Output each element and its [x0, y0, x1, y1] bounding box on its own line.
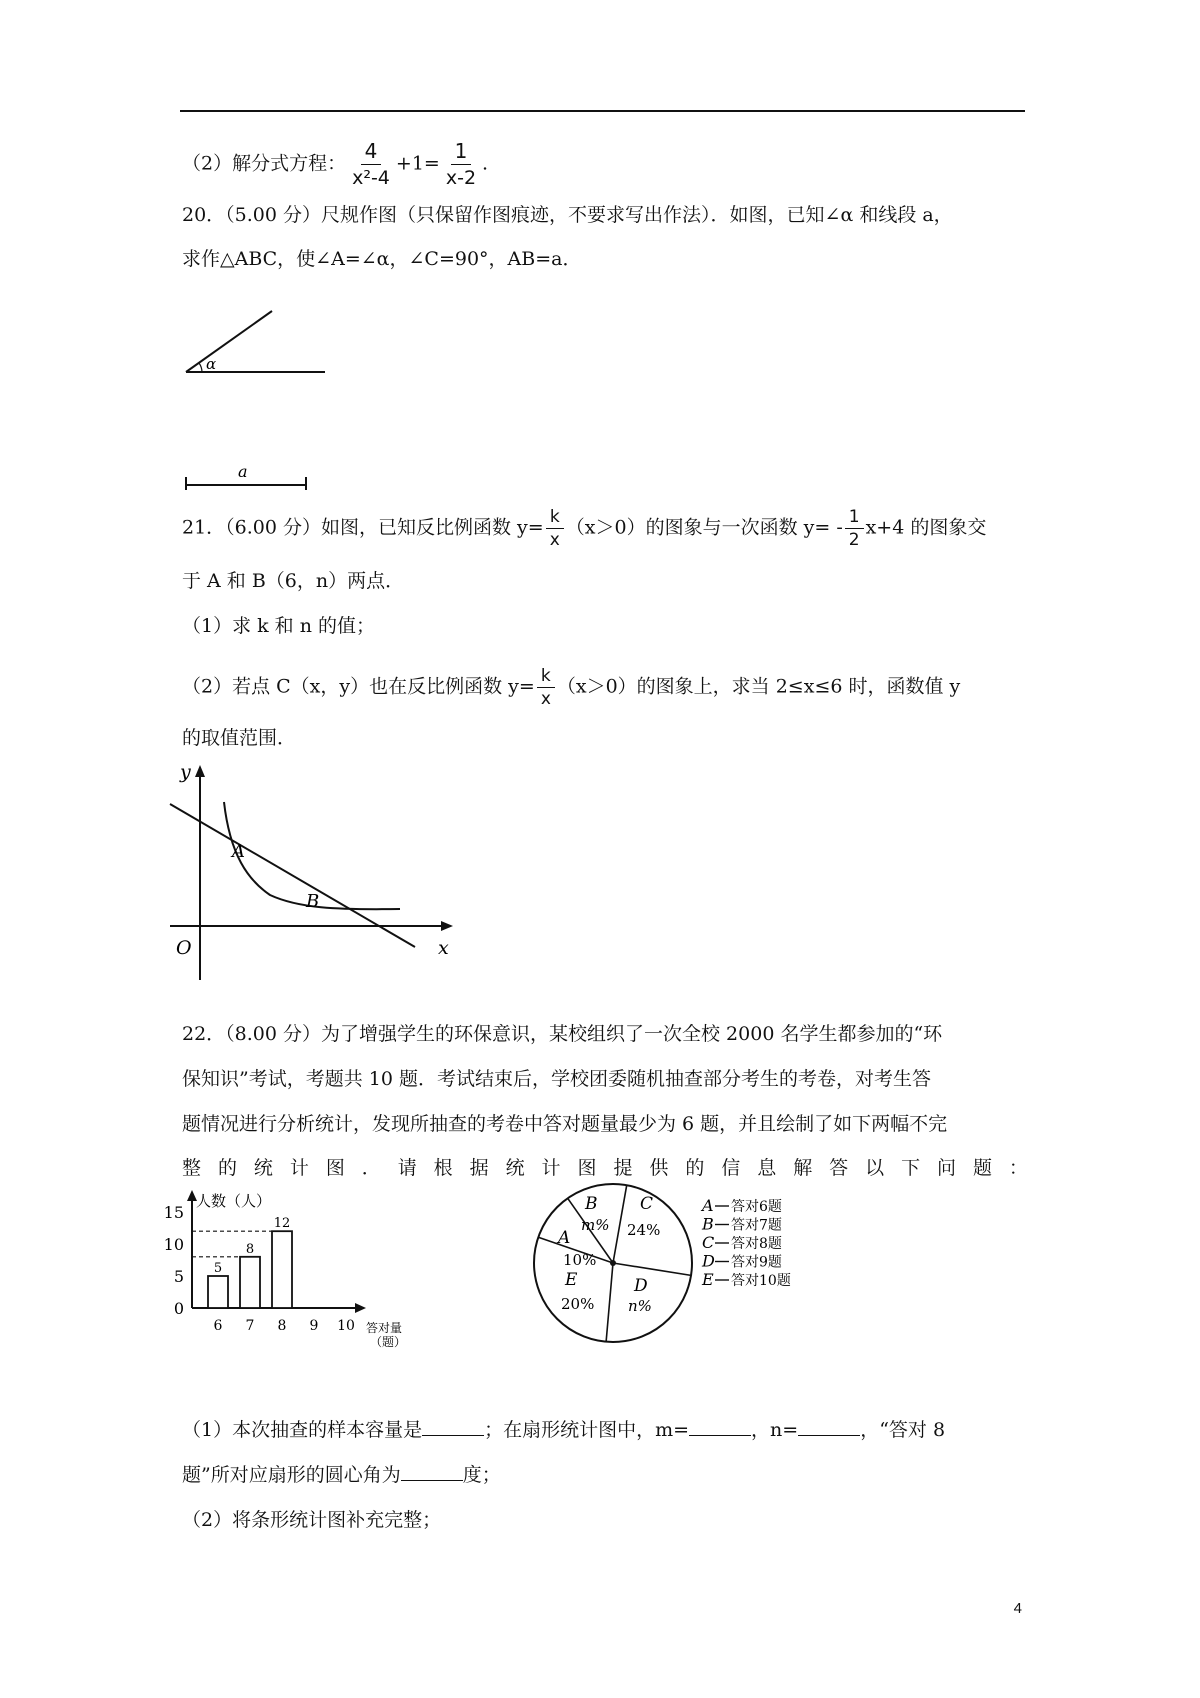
legend-text: 答对8题	[731, 1236, 782, 1252]
x-tick-label: 9	[309, 1318, 319, 1334]
legend-text: 答对7题	[731, 1217, 782, 1234]
fraction-k-over-x-2: $\frac{k}{x}$	[537, 665, 555, 710]
y-tick-label: 10	[163, 1235, 184, 1254]
origin-label: O	[176, 937, 192, 959]
q22-line4-char: 答	[829, 1157, 849, 1179]
angle-alpha-figure	[180, 305, 340, 390]
answer-blank-m[interactable]	[689, 1417, 751, 1436]
answer-blank-angle[interactable]	[401, 1462, 463, 1481]
function-graph	[170, 760, 460, 985]
pie-slice-value: 24%	[627, 1221, 661, 1239]
bar-chart	[150, 1190, 480, 1349]
q22-line4-char: 根	[433, 1157, 453, 1179]
legend-key: D	[702, 1251, 715, 1271]
pie-center	[610, 1260, 616, 1266]
page-number: 4	[1013, 1600, 1022, 1617]
q21-part2: （2）若点 C（x，y）也在反比例函数 y= $\frac{k}{x}$ （x＞0）的图象上，求当 2≤x≤6 时，函数值 y	[182, 666, 961, 709]
segment-a-label: a	[238, 462, 248, 481]
pie-slice-letter: A	[558, 1228, 571, 1248]
q20-line1: 20．（5.00 分）尺规作图（只保留作图痕迹，不要求写出作法）．如图，已知∠α 和线段 a，	[182, 204, 953, 226]
y-tick-label: 15	[163, 1203, 184, 1222]
q22-line4-char: 的	[685, 1157, 705, 1179]
y-tick-label: 0	[173, 1299, 184, 1318]
legend-key: A	[702, 1196, 714, 1215]
q22-line1: 22．（8.00 分）为了增强学生的环保意识，某校组织了一次全校 2000 名学生都参加的“环	[182, 1023, 943, 1045]
q22-line4-char: 统	[505, 1157, 525, 1179]
q22-line4-char: 的	[217, 1157, 237, 1179]
x-axis-title: 答对量	[366, 1321, 403, 1335]
pie-slice-letter: C	[640, 1194, 654, 1214]
pie-slice-value: n%	[628, 1297, 652, 1315]
q22-part1-cont: 题”所对应扇形的圆心角为 度；	[182, 1464, 501, 1486]
q22-line2: 保知识”考试，考题共 10 题．考试结束后，学校团委随机抽查部分考生的考卷，对考生答	[182, 1068, 931, 1090]
equation-mid: +1=	[395, 152, 440, 175]
q21-line2: 于 A 和 B（6，n）两点．	[182, 570, 405, 592]
answer-blank-sample-size[interactable]	[422, 1417, 484, 1436]
legend-key: B	[702, 1214, 714, 1234]
answer-blank-n[interactable]	[798, 1417, 860, 1436]
q22-line4-char: 息	[757, 1157, 777, 1179]
q19-part2: （2）解分式方程： $\frac{4}{\text{x²-4}}$ +1= $\frac{1}{x-2}$ .	[182, 139, 489, 189]
q22-line4-char: 供	[649, 1157, 669, 1179]
q22-line4-char: ：	[1008, 1157, 1028, 1179]
q22-part2: （2）将条形统计图补充完整；	[182, 1509, 442, 1531]
legend-key: E	[702, 1270, 714, 1289]
q21-part2-cont: 的取值范围．	[182, 727, 297, 749]
q21-part1: （1）求 k 和 n 的值；	[182, 615, 375, 637]
y-axis-label: y	[180, 761, 191, 783]
pie-slice-value: 10%	[563, 1251, 597, 1269]
pie-slice-letter: B	[585, 1194, 598, 1214]
header-rule	[180, 110, 1025, 112]
pie-slice-value: m%	[581, 1216, 610, 1234]
q20-line2: 求作△ABC，使∠A=∠α，∠C=90°，AB=a．	[182, 248, 582, 270]
pie-slice-value: 20%	[561, 1295, 595, 1313]
q22-part1: （1）本次抽查的样本容量是 ；在扇形统计图中，m= ，n= ，“答对 8	[182, 1419, 946, 1441]
q22-line4-char: 统	[253, 1157, 273, 1179]
q22-line4-char: 图	[577, 1157, 597, 1179]
y-tick-label: 5	[173, 1267, 184, 1286]
q22-line4-char: 信	[721, 1157, 741, 1179]
q22-line4-char: 解	[793, 1157, 813, 1179]
point-a-label: A	[232, 841, 245, 862]
legend-text: 答对6题	[731, 1199, 782, 1215]
q22-line4-char: 下	[901, 1157, 921, 1179]
bar	[272, 1231, 292, 1308]
x-axis-title-unit: （题）	[370, 1335, 407, 1349]
q22-line4-char: 问	[937, 1157, 957, 1179]
legend-key: C	[702, 1233, 715, 1252]
q22-line4-char: 以	[865, 1157, 885, 1179]
x-tick-label: 6	[213, 1318, 223, 1334]
x-axis-arrow	[355, 1303, 366, 1313]
fraction-1-over-2: $\frac{1}{2}$	[845, 506, 864, 551]
x-tick-label: 8	[277, 1318, 287, 1334]
fraction-4-over-x2-4: $\frac{4}{\text{x²-4}}$	[352, 139, 390, 189]
q22-line4-char: 整	[182, 1157, 202, 1179]
fraction-1-over-x-2: $\frac{1}{x-2}$	[445, 139, 477, 189]
pie-slice-letter: D	[634, 1276, 648, 1296]
x-axis-label: x	[438, 937, 449, 959]
x-tick-label: 7	[245, 1318, 255, 1334]
q22-line4-char: 请	[397, 1157, 417, 1179]
q22-line4-char: 计	[541, 1157, 561, 1179]
q22-line4-char: 计	[289, 1157, 309, 1179]
bar	[240, 1257, 260, 1308]
angle-alpha-label: α	[206, 355, 217, 373]
q21-line1: 21．（6.00 分）如图，已知反比例函数 y= $\frac{k}{x}$ （x＞0）的图象与一次函数 y= - $\frac{1}{2}$ x+4 的图象交	[182, 507, 987, 550]
q22-line4-char: 据	[469, 1157, 489, 1179]
q22-line4-char: 提	[613, 1157, 633, 1179]
segment-a-figure	[180, 455, 315, 495]
pie-chart	[535, 1175, 835, 1350]
fraction-k-over-x: $\frac{k}{x}$	[546, 506, 564, 551]
q22-line4-char: 题	[972, 1157, 992, 1179]
bar-data-label: 5	[213, 1261, 223, 1276]
q19-part2-prefix: （2）解分式方程：	[182, 152, 347, 175]
q22-line4-char: ．	[361, 1157, 381, 1179]
x-tick-label: 10	[337, 1318, 355, 1334]
bar	[208, 1276, 228, 1308]
y-axis-title: 人数（人）	[196, 1192, 272, 1210]
legend-text: 答对10题	[731, 1273, 791, 1289]
point-b-label: B	[306, 891, 320, 912]
legend-text: 答对9题	[731, 1254, 782, 1271]
bar-data-label: 8	[245, 1241, 255, 1257]
q22-line4-char: 图	[325, 1157, 345, 1179]
q22-line3: 题情况进行分析统计，发现所抽查的考卷中答对题量最少为 6 题，并且绘制了如下两幅不完	[182, 1113, 948, 1135]
bar-data-label: 12	[273, 1216, 291, 1232]
pie-slice-letter: E	[565, 1270, 578, 1290]
